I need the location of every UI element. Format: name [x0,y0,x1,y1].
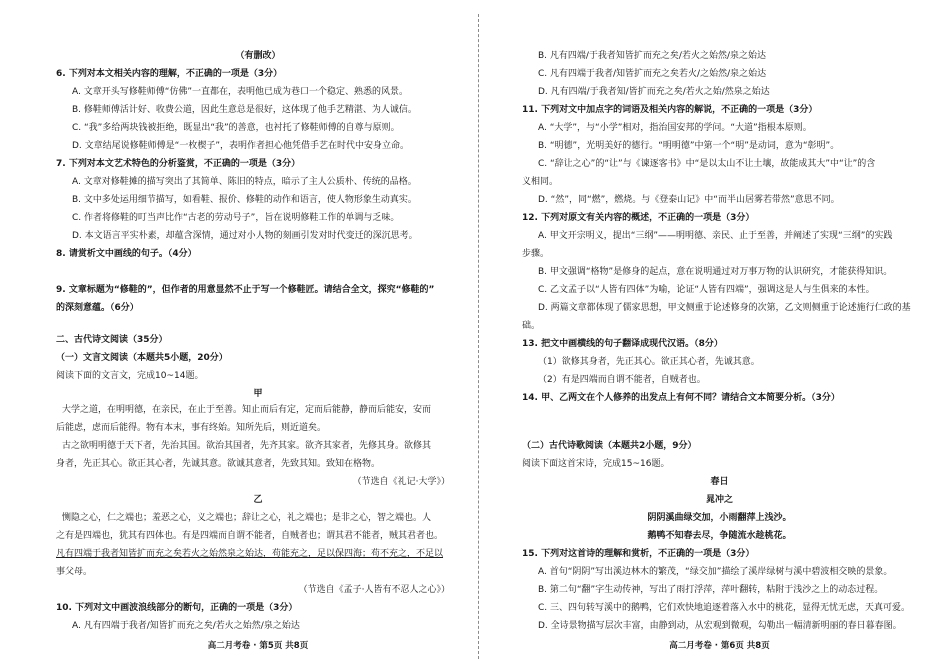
text-line: 阅读下面的文言文，完成10~14题。 [56,371,204,381]
text-line: （一）文言文阅读（本题共5小题，20分） [56,353,228,363]
text-line: 恻隐之心，仁之端也；羞恶之心，义之端也；辞让之心，礼之端也；是非之心，智之端也。人 [62,513,432,523]
text-line: 之有是四端也，犹其有四体也。有是四端而自谓不能者，自贼者也；谓其君不能者，贼其君者也。 [56,531,444,541]
text-line: 15. 下列对这首诗的理解和赏析，不正确的一项是（3分） [522,549,755,559]
text-line: 甲 [253,389,263,399]
text-line: D. 文章结尾说修鞋师傅是“一枚楔子”，表明作者担心他凭借手艺在时代中安身立命。 [72,141,409,151]
text-line: A. 凡有四端于我者/知皆扩而充之矣/若火之始然/泉之始达 [72,621,300,631]
text-line: 的深刻意蕴。（6分） [56,303,139,313]
text-line: A. 甲文开宗明义，提出“三纲”——明明德、亲民、止于至善，并阐述了实现“三纲”的实践 [538,231,893,241]
text-line: A. 文章开头写修鞋师傅“仿佛”一直都在，表明他已成为巷口一个稳定、熟悉的风景。 [72,87,409,97]
text-line: 14. 甲、乙两文在个人修养的出发点上有何不同？请结合文本简要分析。（3分） [522,393,840,403]
text-line: B. 修鞋师傅活计好、收费公道，因此生意总是很好，这体现了他手艺精湛、为人诚信。 [72,105,417,115]
page-footer: 高二月考卷 · 第6页 共8页 [669,641,770,651]
left-page [56,0,460,672]
text-line: 凡有四端于我者知皆扩而充之矣若火之始然泉之始达，苟能充之，足以保四海；苟不充之，不足以 [56,549,444,559]
text-line: 古之欲明明德于天下者，先治其国。欲治其国者，先齐其家。欲齐其家者，先修其身。欲修其 [62,441,432,451]
text-line: 鹅鸭不知春去尽，争随流水趁桃花。 [647,531,792,541]
text-line: 阅读下面这首宋诗，完成15~16题。 [522,459,670,469]
text-line: D. 全诗景物描写层次丰富，由静到动，从宏观到微观，勾勒出一幅清新明丽的春日暮春图。 [538,621,902,631]
text-line: C. “辞让之心”的“让”与《谏逐客书》中“是以太山不让土壤，故能成其大”中“让”的含 [538,159,876,169]
text-line: （节选自《孟子·人皆有不忍人之心》） [298,585,450,595]
text-line: 事父母。 [56,567,93,577]
text-line: 后能虑，虑而后能得。物有本末，事有终始。知所先后，则近道矣。 [56,423,327,433]
text-line: （2）有是四端而自谓不能者，自贼者也。 [538,375,706,385]
text-line: 大学之道，在明明德，在亲民，在止于至善。知止而后有定，定而后能静，静而后能安，安而 [62,405,432,415]
text-line: 步骤。 [522,249,550,259]
text-line: 12. 下列对原文有关内容的概述，不正确的一项是（3分） [522,213,755,223]
text-line: D. 两篇文章都体现了儒家思想，甲文侧重于论述修身的次第，乙文则侧重于论述施行仁政的基 [538,303,911,313]
text-line: 春日 [710,477,729,487]
text-line: A. “大学”，与“小学”相对，指治国安邦的学问。“大道”指根本原则。 [538,123,812,133]
text-line: 13. 把文中画横线的句子翻译成现代汉语。（8分） [522,339,723,349]
text-line: B. “明德”，光明美好的德行。“明明德”中第一个“明”是动词，意为“彰明”。 [538,141,840,151]
text-line: 二、古代诗文阅读（35分） [56,335,168,345]
text-line: 8. 请赏析文中画线的句子。（4分） [56,249,197,259]
text-line: 晁冲之 [705,495,733,505]
text-line: C. “我”多给两块钱被拒绝，既显出“我”的善意，也衬托了修鞋师傅的自尊与原则。 [72,123,400,133]
text-line: B. 文中多处运用细节描写，如看鞋、报价、修鞋的动作和语言，使人物形象生动真实。 [72,195,417,205]
page-footer: 高二月考卷 · 第5页 共8页 [207,641,309,651]
text-line: 10. 下列对文中画波浪线部分的断句，正确的一项是（3分） [56,603,298,613]
text-line: 身者，先正其心。欲正其心者，先诚其意。欲诚其意者，先致其知。致知在格物。 [56,459,381,469]
text-line: 6. 下列对本文相关内容的理解，不正确的一项是（3分） [56,69,283,79]
text-line: 阴阴溪曲绿交加，小雨翻萍上浅沙。 [647,513,792,523]
text-line: 7. 下列对本文艺术特色的分析鉴赏，不正确的一项是（3分） [56,159,301,169]
text-line: D. “然”，同“燃”，燃烧。与《登泰山记》中“而半山居雾若带然”意思不同。 [538,195,840,205]
text-line: 9. 文章标题为“修鞋的”，但作者的用意显然不止于写一个修鞋匠。请结合全文，探究“修鞋的” [56,285,435,295]
page-divider [478,14,479,659]
text-line: C. 三、四句转写溪中的鹅鸭，它们欢快地追逐着落入水中的桃花，显得无忧无虑，天真可爱。 [538,603,911,613]
right-page [522,0,917,672]
text-line: 础。 [522,321,541,331]
text-line: （有删改） [235,51,281,61]
text-line: A. 文章对修鞋摊的描写突出了其简单、陈旧的特点，暗示了主人公质朴、传统的品格。 [72,177,417,187]
text-line: （1）欲修其身者，先正其心。欲正其心者，先诚其意。 [538,357,760,367]
text-line: C. 作者将修鞋的叮当声比作“古老的劳动号子”，旨在说明修鞋工作的单调与乏味。 [72,213,400,223]
text-line: C. 凡有四端于我者/知皆扩而充之矣若火/之始然/泉之始达 [538,69,767,79]
text-line: （二）古代诗歌阅读（本题共2小题，9分） [522,441,697,451]
text-line: B. 第二句“翻”字生动传神，写出了雨打浮萍，萍叶翻转，粘附于浅沙之上的动态过程。 [538,585,884,595]
text-line: D. 凡有四端/于我者知/皆扩而充之矣/若火之始/然泉之始达 [538,87,770,97]
text-line: 义相同。 [522,177,559,187]
text-line: C. 乙文孟子以“人皆有四体”为喻，论证“人皆有四端”，强调这是人与生俱来的本性。 [538,285,875,295]
text-line: A. 首句“阴阴”写出溪边林木的繁茂，“绿交加”描绘了溪岸绿树与溪中碧波相交映的景象。 [538,567,893,577]
text-line: D. 本文语言平实朴素，却蕴含深情，通过对小人物的刻画引发对时代变迁的深沉思考。 [72,231,418,241]
text-line: 乙 [253,495,263,505]
text-line: B. 凡有四端/于我者知皆扩而充之矣/若火之始然/泉之始达 [538,51,766,61]
text-line: 11. 下列对文中加点字的词语及相关内容的解说，不正确的一项是（3分） [522,105,818,115]
text-line: （节选自《礼记·大学》） [352,477,450,487]
text-line: B. 甲文强调“格物”是修身的起点，意在说明通过对万事万物的认识研究，才能获得知识。 [538,267,893,277]
